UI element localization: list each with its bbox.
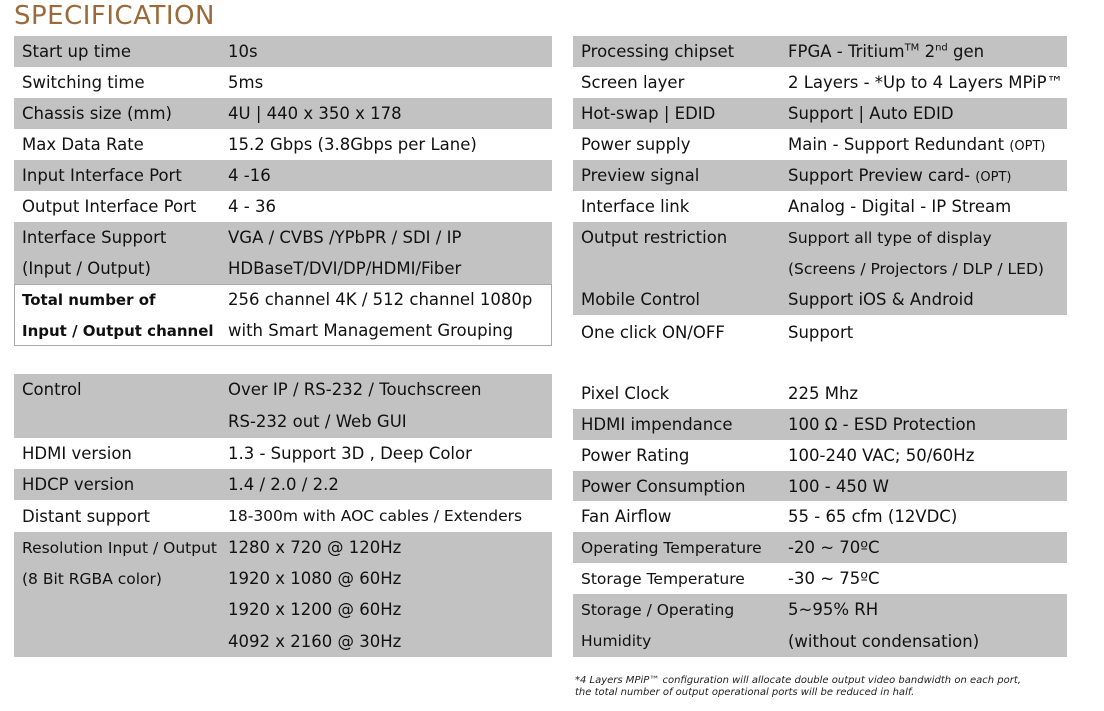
spec-value: (without condensation) [788, 631, 980, 651]
spec-label: (8 Bit RGBA color) [22, 569, 162, 588]
spec-value-mid: 2 [919, 42, 936, 61]
spec-value: 256 channel 4K / 512 channel 1080p [228, 290, 533, 309]
spec-label: Preview signal [581, 166, 700, 185]
spec-value: VGA / CVBS /YPbPR / SDI / IP [228, 228, 462, 247]
table-row [573, 563, 1067, 594]
spec-value: Support | Auto EDID [788, 104, 954, 123]
spec-label: Max Data Rate [22, 135, 144, 154]
spec-value: 15.2 Gbps (3.8Gbps per Lane) [228, 135, 477, 154]
table-row [573, 253, 1067, 284]
spec-label: Input Interface Port [22, 166, 182, 185]
spec-label: Storage / Operating [581, 600, 735, 619]
spec-label: Power Rating [581, 446, 690, 465]
spec-label: Output Interface Port [22, 197, 197, 216]
table-row [14, 36, 552, 67]
spec-label: Total number of [22, 290, 156, 309]
optional-tag: (OPT) [1009, 139, 1046, 154]
spec-value-tail: gen [947, 42, 985, 61]
table-row [14, 374, 552, 405]
spec-label: Output restriction [581, 228, 728, 247]
spec-value: 100 - 450 W [788, 476, 889, 496]
spec-label: HDMI impendance [581, 415, 733, 434]
table-row [573, 409, 1067, 440]
spec-label: One click ON/OFF [581, 323, 725, 342]
spec-value: 4 - 36 [228, 197, 276, 216]
table-row [14, 67, 552, 98]
spec-label: Pixel Clock [581, 384, 670, 403]
spec-label: Storage Temperature [581, 569, 745, 588]
spec-label: Input / Output channel [22, 321, 214, 340]
table-row [573, 625, 1067, 657]
spec-label: Control [22, 380, 82, 399]
spec-value: 55 - 65 cfm (12VDC) [788, 507, 958, 526]
table-row [14, 191, 552, 222]
table-row [573, 36, 1067, 67]
spec-value: with Smart Management Grouping [228, 321, 514, 340]
table-row [14, 438, 552, 469]
table-row [14, 222, 552, 253]
spec-value: 1280 x 720 @ 120Hz [228, 538, 402, 557]
table-row [14, 563, 552, 594]
spec-label: HDCP version [22, 475, 135, 494]
spec-value-text: Main - Support Redundant [788, 135, 1010, 154]
right-spec-table-top [573, 36, 1067, 350]
spec-value-text: Support Preview card- [788, 166, 976, 185]
spec-label: Interface link [581, 197, 690, 216]
spec-label: Power Consumption [581, 476, 746, 496]
spec-value: 5~95% RH [788, 600, 879, 619]
spec-value: 100 Ω - ESD Protection [788, 415, 977, 434]
table-row [14, 532, 552, 563]
table-row [573, 284, 1067, 315]
table-row [14, 405, 552, 438]
spec-value: 18-300m with AOC cables / Extenders [228, 507, 523, 525]
spec-value: RS-232 out / Web GUI [228, 412, 407, 431]
table-row [573, 315, 1067, 350]
spec-label: Hot-swap | EDID [581, 104, 716, 123]
left-spec-table-top [14, 36, 552, 346]
table-row [573, 594, 1067, 625]
spec-value: Analog - Digital - IP Stream [788, 197, 1012, 216]
table-row [14, 500, 552, 532]
right-spec-table-bottom [573, 378, 1067, 657]
spec-label: Interface Support [22, 228, 167, 247]
table-row [573, 98, 1067, 129]
table-row [14, 253, 552, 284]
spec-value: 1.3 - Support 3D , Deep Color [228, 444, 472, 463]
spec-value: 4 -16 [228, 166, 271, 185]
table-row [573, 378, 1067, 409]
spec-label: Screen layer [581, 73, 685, 92]
spec-value: 225 Mhz [788, 384, 859, 403]
table-row [14, 625, 552, 657]
spec-label: Humidity [581, 632, 652, 650]
spec-label: Mobile Control [581, 290, 701, 309]
spec-label: Switching time [22, 73, 145, 92]
spec-value: 1.4 / 2.0 / 2.2 [228, 475, 339, 494]
spec-value: Support all type of display [788, 228, 992, 247]
spec-label: (Input / Output) [22, 259, 151, 278]
spec-value: 10s [228, 42, 258, 61]
spec-value: Support [788, 323, 854, 342]
spec-value [788, 42, 984, 61]
table-row [573, 67, 1067, 98]
table-row [573, 501, 1067, 532]
table-row [14, 594, 552, 625]
table-row [14, 160, 552, 191]
table-row [14, 98, 552, 129]
spec-value: 2 Layers - *Up to 4 Layers MPiP™ [788, 73, 1064, 92]
spec-value: 4U | 440 x 350 x 178 [228, 104, 402, 123]
spec-value: 1920 x 1080 @ 60Hz [228, 569, 402, 588]
spec-value: HDBaseT/DVI/DP/HDMI/Fiber [228, 259, 462, 278]
spec-value: Support iOS & Android [788, 290, 974, 309]
spec-label: Distant support [22, 506, 150, 526]
footnote-line: *4 Layers MPiP™ configuration will allocate double output video bandwidth on each port, [575, 675, 1021, 686]
table-row [14, 315, 552, 346]
spec-value: -20 ~ 70ºC [788, 538, 880, 557]
table-row [573, 440, 1067, 471]
spec-label: Processing chipset [581, 42, 735, 61]
table-row [14, 469, 552, 500]
spec-value-text: FPGA - Tritium [788, 42, 905, 61]
page-title: SPECIFICATION [14, 1, 215, 31]
table-row [573, 471, 1067, 501]
spec-label: Resolution Input / Output [22, 538, 217, 557]
table-row [573, 532, 1067, 563]
spec-label: Power supply [581, 135, 691, 154]
spec-value: (Screens / Projectors / DLP / LED) [788, 259, 1044, 278]
spec-label: Fan Airflow [581, 507, 672, 526]
spec-value: 100-240 VAC; 50/60Hz [788, 446, 975, 465]
spec-label: Start up time [22, 42, 132, 61]
spec-label: HDMI version [22, 444, 132, 463]
footnote [575, 675, 1021, 699]
left-spec-table-bottom [14, 374, 552, 657]
spec-label: Chassis size (mm) [22, 104, 172, 123]
spec-value: -30 ~ 75ºC [788, 569, 880, 588]
ordinal-sup: nd [935, 42, 948, 54]
spec-value [788, 135, 1045, 154]
spec-value: 4092 x 2160 @ 30Hz [228, 631, 402, 651]
table-row [14, 129, 552, 160]
spec-value: 1920 x 1200 @ 60Hz [228, 600, 402, 619]
spec-value: 5ms [228, 73, 264, 92]
table-row [573, 222, 1067, 253]
footnote-line: the total number of output operational ports will be reduced in half. [575, 687, 915, 698]
table-row [573, 160, 1067, 191]
spec-value: Over IP / RS-232 / Touchscreen [228, 380, 482, 399]
spec-label: Operating Temperature [581, 538, 762, 557]
table-row [573, 129, 1067, 160]
trademark-sup: TM [904, 42, 920, 54]
optional-tag: (OPT) [975, 170, 1012, 185]
spec-value [788, 166, 1011, 185]
table-row [573, 191, 1067, 222]
table-row [14, 284, 552, 315]
